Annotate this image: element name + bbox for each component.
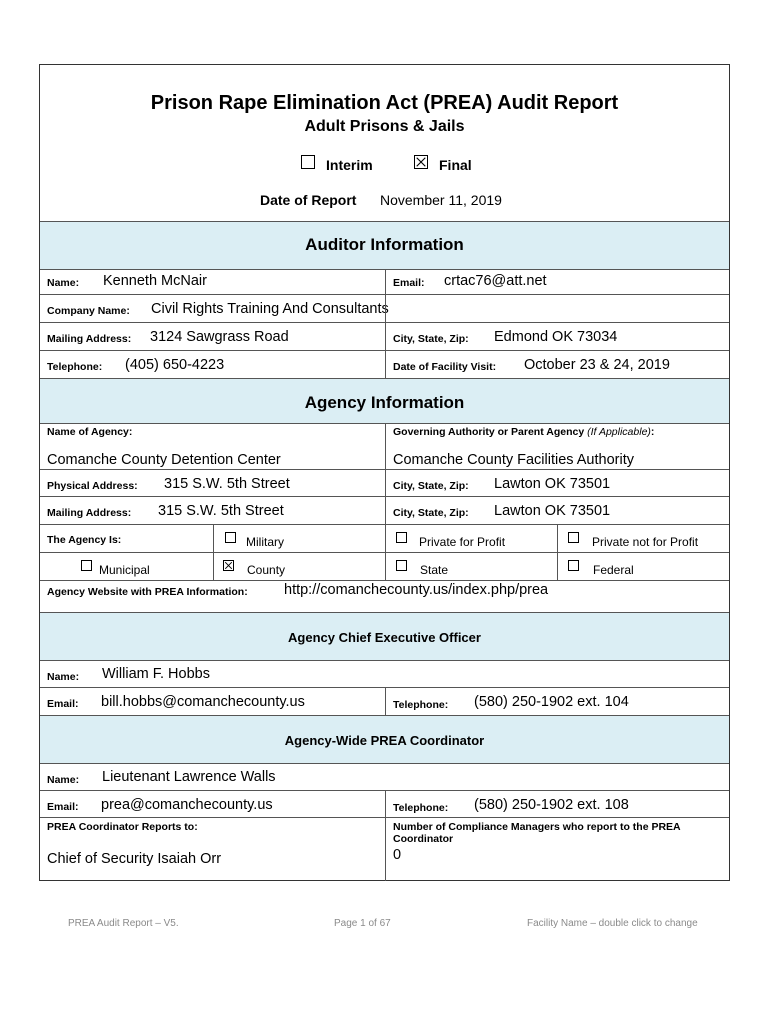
agency-mailing-csz-value: Lawton OK 73501 bbox=[494, 503, 611, 519]
coordinator-section-title: Agency-Wide PREA Coordinator bbox=[284, 733, 485, 748]
auditor-email-value: crtac76@att.net bbox=[444, 273, 547, 289]
physical-csz-label: City, State, Zip: bbox=[393, 480, 469, 492]
municipal-checkbox[interactable] bbox=[81, 560, 92, 571]
auditor-section-title: Auditor Information bbox=[305, 235, 464, 254]
auditor-visit-label: Date of Facility Visit: bbox=[393, 361, 497, 373]
military-label: Military bbox=[246, 535, 284, 549]
final-label: Final bbox=[439, 157, 472, 173]
ceo-email-label: Email: bbox=[47, 698, 79, 710]
auditor-mailing-label: Mailing Address: bbox=[47, 333, 132, 345]
ceo-name-label: Name: bbox=[47, 671, 80, 683]
state-checkbox[interactable] bbox=[396, 560, 407, 571]
private-for-profit-checkbox[interactable] bbox=[396, 532, 407, 543]
private-not-for-profit-label: Private not for Profit bbox=[592, 535, 699, 549]
coordinator-reports-value: Chief of Security Isaiah Orr bbox=[47, 851, 222, 867]
report-subtitle: Adult Prisons & Jails bbox=[304, 118, 465, 135]
footer-left: PREA Audit Report – V5. bbox=[68, 918, 179, 929]
auditor-name-value: Kenneth McNair bbox=[103, 273, 207, 289]
auditor-mailing-value: 3124 Sawgrass Road bbox=[150, 329, 289, 345]
auditor-phone-value: (405) 650-4223 bbox=[125, 357, 225, 373]
auditor-csz-value: Edmond OK 73034 bbox=[494, 329, 618, 345]
agency-section-title: Agency Information bbox=[304, 393, 465, 412]
county-label: County bbox=[247, 563, 286, 577]
auditor-visit-value: October 23 & 24, 2019 bbox=[524, 357, 670, 373]
checked-x-icon bbox=[224, 561, 233, 570]
agency-is-label: The Agency Is: bbox=[47, 534, 122, 546]
auditor-phone-label: Telephone: bbox=[47, 361, 103, 373]
governing-authority-label: Governing Authority or Parent Agency (If Applicable): bbox=[393, 426, 655, 438]
agency-mailing-csz-label: City, State, Zip: bbox=[393, 507, 469, 519]
auditor-company-value: Civil Rights Training And Consultants bbox=[151, 301, 389, 317]
private-for-profit-label: Private for Profit bbox=[419, 535, 506, 549]
physical-csz-value: Lawton OK 73501 bbox=[494, 476, 611, 492]
compliance-managers-value: 0 bbox=[393, 847, 402, 863]
ceo-name-value: William F. Hobbs bbox=[102, 666, 210, 682]
federal-label: Federal bbox=[593, 563, 634, 577]
auditor-company-label: Company Name: bbox=[47, 305, 130, 317]
footer-page-number: Page 1 of 67 bbox=[334, 918, 391, 929]
county-checkbox[interactable] bbox=[223, 560, 234, 571]
municipal-label: Municipal bbox=[99, 563, 150, 577]
auditor-email-label: Email: bbox=[393, 277, 425, 289]
state-label: State bbox=[420, 563, 449, 577]
coordinator-reports-label: PREA Coordinator Reports to: bbox=[47, 821, 198, 833]
agency-name-value: Comanche County Detention Center bbox=[47, 452, 281, 468]
ceo-phone-value: (580) 250-1902 ext. 104 bbox=[474, 694, 629, 710]
physical-address-value: 315 S.W. 5th Street bbox=[164, 476, 290, 492]
auditor-csz-label: City, State, Zip: bbox=[393, 333, 469, 345]
ceo-section-title: Agency Chief Executive Officer bbox=[288, 630, 481, 645]
federal-checkbox[interactable] bbox=[568, 560, 579, 571]
private-not-for-profit-checkbox[interactable] bbox=[568, 532, 579, 543]
military-checkbox[interactable] bbox=[225, 532, 236, 543]
interim-checkbox[interactable] bbox=[301, 155, 315, 169]
agency-website-label: Agency Website with PREA Information: bbox=[47, 586, 248, 598]
report-title: Prison Rape Elimination Act (PREA) Audit Report bbox=[150, 92, 619, 114]
auditor-name-label: Name: bbox=[47, 277, 80, 289]
checked-x-icon bbox=[415, 156, 427, 168]
ceo-phone-label: Telephone: bbox=[393, 699, 449, 711]
agency-mailing-label: Mailing Address: bbox=[47, 507, 132, 519]
final-checkbox[interactable] bbox=[414, 155, 428, 169]
coordinator-email-label: Email: bbox=[47, 801, 79, 813]
physical-address-label: Physical Address: bbox=[47, 480, 138, 492]
ceo-email-value: bill.hobbs@comanchecounty.us bbox=[101, 694, 305, 710]
agency-name-label: Name of Agency: bbox=[47, 426, 133, 438]
compliance-managers-label: Number of Compliance Managers who report to the PREA Coordinator bbox=[393, 821, 681, 845]
governing-authority-value: Comanche County Facilities Authority bbox=[393, 452, 634, 468]
date-of-report-value: November 11, 2019 bbox=[380, 192, 502, 208]
coordinator-phone-value: (580) 250-1902 ext. 108 bbox=[474, 797, 629, 813]
agency-website-value[interactable]: http://comanchecounty.us/index.php/prea bbox=[284, 582, 549, 598]
footer-facility-name[interactable]: Facility Name – double click to change bbox=[527, 918, 698, 929]
coordinator-phone-label: Telephone: bbox=[393, 802, 449, 814]
coordinator-name-value: Lieutenant Lawrence Walls bbox=[102, 769, 276, 785]
coordinator-email-value: prea@comanchecounty.us bbox=[101, 797, 273, 813]
date-of-report-label: Date of Report bbox=[260, 192, 357, 208]
audit-report-form bbox=[39, 64, 730, 881]
interim-label: Interim bbox=[326, 157, 373, 173]
coordinator-name-label: Name: bbox=[47, 774, 80, 786]
agency-mailing-value: 315 S.W. 5th Street bbox=[158, 503, 284, 519]
